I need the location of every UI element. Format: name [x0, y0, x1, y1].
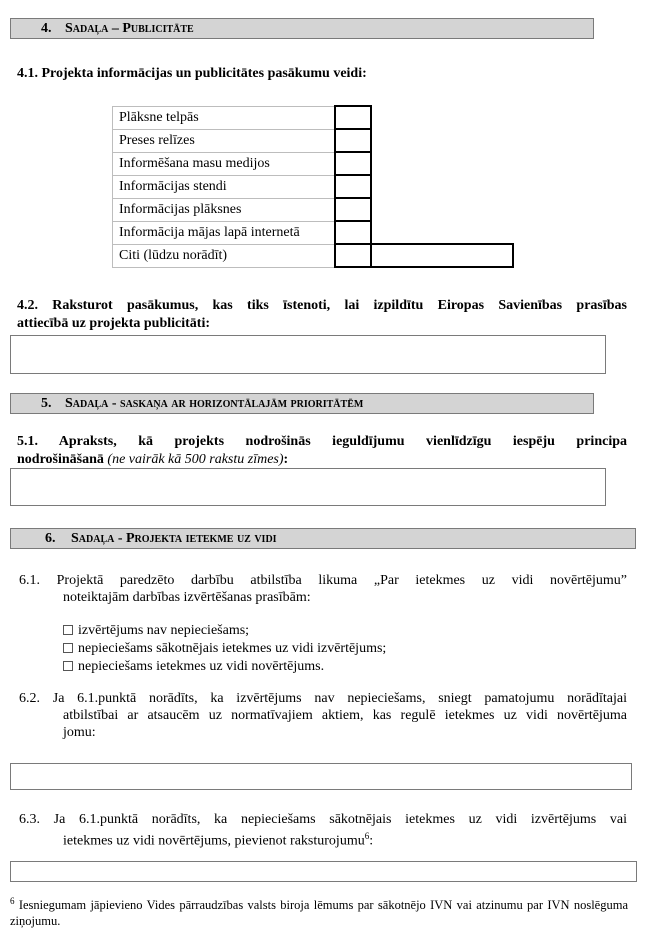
para-6-2-line3: jomu: — [63, 725, 96, 740]
empty-cell — [371, 106, 513, 129]
empty-cell — [371, 198, 513, 221]
para-6-3-line2 — [63, 828, 373, 850]
section-4-title: Sadaļa – Publicitāte — [65, 21, 194, 36]
para-6-3-line1: 6.3. Ja 6.1.punktā norādīts, ka nepieciešams sākotnējais ietekmes uz vidi izvērtējums vai — [19, 812, 627, 827]
heading-5-1-colon: : — [283, 452, 289, 467]
section-5-header — [10, 393, 594, 414]
justification-field[interactable] — [10, 763, 632, 790]
option-full-assessment[interactable] — [63, 658, 324, 676]
section-5-title: Sadaļa - saskaņa ar horizontālajām prioritātēm — [65, 396, 364, 411]
option-label: nepieciešams sākotnējais ietekmes uz vidi izvērtējums; — [78, 641, 387, 656]
para-6-2-line1: 6.2. Ja 6.1.punktā norādīts, ka izvērtējums nav nepieciešams, sniegt pamatojumu norādītajai — [19, 691, 627, 706]
publicity-checkbox[interactable] — [335, 221, 371, 244]
section-6-header — [10, 528, 636, 549]
para-6-1-line2: noteiktajām darbības izvērtēšanas prasībām: — [63, 590, 311, 605]
footnote-ref: 6 — [364, 831, 370, 841]
table-row — [113, 152, 513, 175]
publicity-item-label: Preses relīzes — [113, 129, 335, 152]
checkbox-icon[interactable] — [63, 625, 73, 635]
section-6-number: 6. — [45, 531, 56, 546]
publicity-checkbox[interactable] — [335, 175, 371, 198]
para-6-3-text: ietekmes uz vidi novērtējums, pievienot raksturojumu — [63, 833, 365, 849]
publicity-checkbox[interactable] — [335, 244, 371, 267]
option-initial-assessment[interactable] — [63, 640, 386, 658]
footnote — [10, 893, 628, 929]
table-row — [113, 221, 513, 244]
checkbox-icon[interactable] — [63, 661, 73, 671]
para-6-1-line1: 6.1. Projektā paredzēto darbību atbilstība likuma „Par ietekmes uz vidi novērtējumu” — [19, 573, 627, 588]
publicity-item-label: Informēšana masu medijos — [113, 152, 335, 175]
option-no-assessment[interactable] — [63, 622, 249, 640]
assessment-description-field[interactable] — [10, 861, 637, 882]
equal-opportunities-field[interactable] — [10, 468, 606, 506]
option-label: nepieciešams ietekmes uz vidi novērtējums. — [78, 659, 325, 674]
checkbox-icon[interactable] — [63, 643, 73, 653]
empty-cell — [371, 152, 513, 175]
section-5-number: 5. — [41, 396, 52, 411]
table-row — [113, 244, 513, 267]
publicity-item-label: Informācijas plāksnes — [113, 198, 335, 221]
footnote-text: Iesniegumam jāpievieno Vides pārraudzības valsts biroja lēmums par sākotnējo IVN vai atzinumu par IVN noslēguma ziņojumu. — [10, 898, 629, 929]
publicity-checkbox[interactable] — [335, 106, 371, 129]
table-row — [113, 129, 513, 152]
heading-5-1-line2 — [17, 451, 288, 469]
empty-cell — [371, 175, 513, 198]
para-6-3-colon: : — [369, 833, 374, 849]
heading-5-1-bold: nodrošināšanā — [17, 452, 104, 467]
publicity-checkbox[interactable] — [335, 129, 371, 152]
heading-4-2-line2: attiecībā uz projekta publicitāti: — [17, 316, 211, 331]
option-label: izvērtējums nav nepieciešams; — [78, 623, 250, 638]
publicity-item-label: Plāksne telpās — [113, 106, 335, 129]
heading-5-1-limit: (ne vairāk kā 500 rakstu zīmes) — [107, 452, 284, 467]
table-row — [113, 198, 513, 221]
other-specify-field[interactable] — [371, 244, 513, 267]
publicity-item-label: Informācija mājas lapā internetā — [113, 221, 335, 244]
table-row — [113, 106, 513, 129]
heading-4-2-line1: 4.2. Raksturot pasākumus, kas tiks īstenoti, lai izpildītu Eiropas Savienības prasības — [17, 298, 627, 313]
publicity-checkbox[interactable] — [335, 152, 371, 175]
footnote-mark: 6 — [10, 896, 15, 906]
publicity-table — [112, 105, 514, 268]
table-row — [113, 175, 513, 198]
publicity-item-label: Informācijas stendi — [113, 175, 335, 198]
section-4-number: 4. — [41, 21, 52, 36]
section-4-header — [10, 18, 594, 39]
publicity-checkbox[interactable] — [335, 198, 371, 221]
publicity-item-label: Citi (lūdzu norādīt) — [113, 244, 335, 267]
publicity-description-field[interactable] — [10, 335, 606, 374]
empty-cell — [371, 221, 513, 244]
heading-5-1-line1: 5.1. Apraksts, kā projekts nodrošinās ieguldījumu vienlīdzīgu iespēju principa — [17, 434, 627, 449]
section-6-title: Sadaļa - Projekta ietekme uz vidi — [71, 531, 277, 546]
heading-4-1: 4.1. Projekta informācijas un publicitātes pasākumu veidi: — [17, 66, 367, 81]
empty-cell — [371, 129, 513, 152]
para-6-2-line2: atbilstībai ar atsaucēm uz normatīvajiem aktiem, kas regulē ietekmes uz vidi novērtējuma — [63, 708, 627, 723]
